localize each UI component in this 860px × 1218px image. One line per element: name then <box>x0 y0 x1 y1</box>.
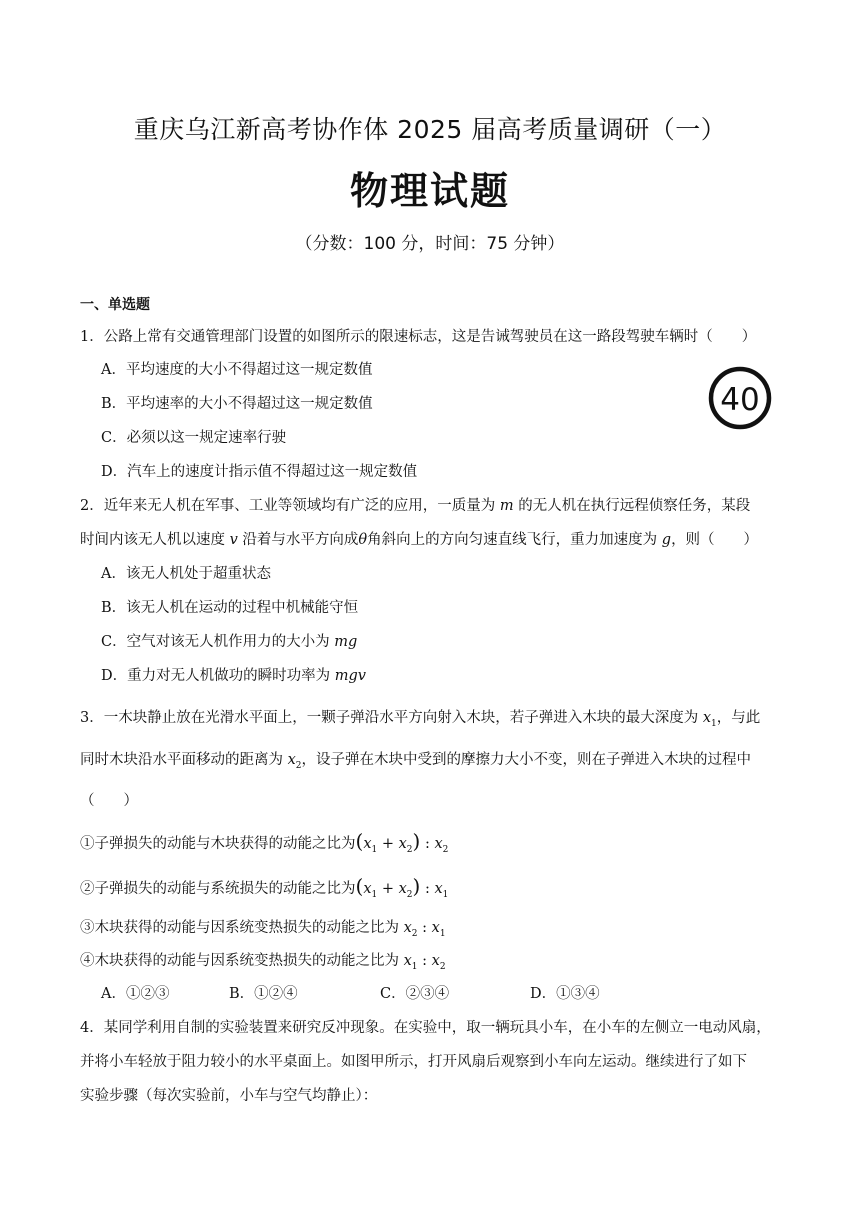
q3-option-a: A．①②③ <box>101 986 170 1002</box>
q2-option-d: D．重力对无人机做功的瞬时功率为 mgv <box>101 668 366 684</box>
q1-option-d: D．汽车上的速度计指示值不得超过这一规定数值 <box>101 464 418 480</box>
q3-option-b: B．①②④ <box>229 986 298 1002</box>
speed-limit-value: 40 <box>720 382 760 418</box>
q3-statement-1: ①子弹损失的动能与木块获得的动能之比为$(x_1 + x_2)$ : $x_2$ <box>80 829 449 855</box>
q4-stem-line1: 4．某同学利用自制的实验装置来研究反冲现象。在实验中，取一辆玩具小车，在小车的左侧立一电动风扇， <box>80 1020 771 1036</box>
q3-stem-line3: （ ） <box>80 793 138 809</box>
q2-option-a: A．该无人机处于超重状态 <box>101 566 271 582</box>
q4-stem-line2: 并将小车轻放于阻力较小的水平桌面上。如图甲所示，打开风扇后观察到小车向左运动。继续进行了如下 <box>80 1054 747 1070</box>
q3-option-d: D．①③④ <box>530 986 600 1002</box>
q1-option-b: B．平均速率的大小不得超过这一规定数值 <box>101 396 373 412</box>
q2-option-b: B．该无人机在运动的过程中机械能守恒 <box>101 600 359 616</box>
q1-option-a: A．平均速度的大小不得超过这一规定数值 <box>101 362 373 378</box>
q2-option-c: C．空气对该无人机作用力的大小为 mg <box>101 634 358 650</box>
q3-statement-4: ④木块获得的动能与因系统变热损失的动能之比为 $x_1$ : $x_2$ <box>80 953 446 972</box>
q3-stem-line1: 3．一木块静止放在光滑水平面上，一颗子弹沿水平方向射入木块，若子弹进入木块的最大深度为 $x_1$，与此 <box>80 710 761 729</box>
q3-option-c: C．②③④ <box>380 986 450 1002</box>
exam-title: 重庆乌江新高考协作体 2025 届高考质量调研（一） <box>133 115 727 144</box>
exam-info: （分数：100 分，时间：75 分钟） <box>295 234 565 254</box>
section-heading: 一、单选题 <box>80 297 150 313</box>
q1-stem: 1．公路上常有交通管理部门设置的如图所示的限速标志，这是告诫驾驶员在这一路段驾驶车辆时（ ） <box>80 329 757 345</box>
q2-stem-line2: 时间内该无人机以速度 v 沿着与水平方向成θ角斜向上的方向匀速直线飞行，重力加速度为 g，则（ ） <box>80 532 759 548</box>
q3-stem-line2: 同时木块沿水平面移动的距离为 $x_2$，设子弹在木块中受到的摩擦力大小不变，则在子弹进入木块的过程中 <box>80 752 752 771</box>
speed-limit-sign <box>708 366 772 430</box>
q2-stem-line1: 2．近年来无人机在军事、工业等领域均有广泛的应用，一质量为 m 的无人机在执行远程侦察任务，某段 <box>80 498 751 514</box>
q4-stem-line3: 实验步骤（每次实验前，小车与空气均静止）： <box>80 1088 378 1104</box>
q1-option-c: C．必须以这一规定速率行驶 <box>101 430 287 446</box>
q3-statement-2: ②子弹损失的动能与系统损失的动能之比为$(x_1 + x_2)$ : $x_1$ <box>80 874 449 900</box>
exam-subject: 物理试题 <box>349 169 510 213</box>
q3-statement-3: ③木块获得的动能与因系统变热损失的动能之比为 $x_2$ : $x_1$ <box>80 920 446 939</box>
